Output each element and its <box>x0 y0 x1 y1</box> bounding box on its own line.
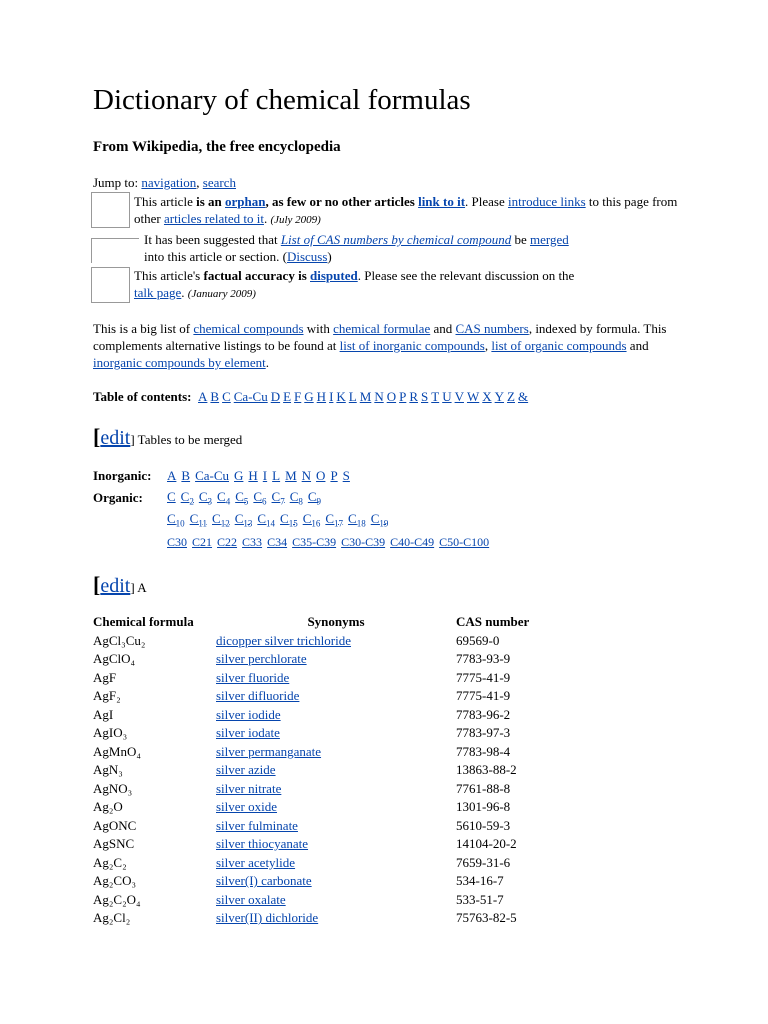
inorganic-by-element-link[interactable]: inorganic compounds by element <box>93 355 266 370</box>
organic-link-subscript: 12 <box>220 518 230 529</box>
organic-link-subscript: 19 <box>379 518 389 529</box>
jump-to-label: Jump to: <box>93 175 139 190</box>
table-row <box>93 724 576 743</box>
toc-link[interactable]: C <box>222 389 231 404</box>
table-header-row <box>93 613 576 632</box>
organic-link-base: C <box>348 511 357 527</box>
cas-cell: 7783-96-2 <box>456 706 511 722</box>
synonym-cell <box>216 835 456 854</box>
organic-link[interactable]: C35-C39 <box>292 535 337 549</box>
organic-link[interactable]: C50-C100 <box>439 535 490 549</box>
toc-link[interactable]: Y <box>494 389 505 404</box>
synonym-cell <box>216 761 456 780</box>
table-row <box>93 465 494 487</box>
cas-cell: 13863-88-2 <box>456 762 517 778</box>
formula-cell: Ag₂CO₃ <box>93 873 137 889</box>
organic-link-subscript: 7 <box>280 496 285 507</box>
introduce-links-link[interactable]: introduce links <box>508 194 586 209</box>
table-row <box>93 743 576 762</box>
organic-link[interactable] <box>189 511 208 529</box>
table-row <box>93 872 576 891</box>
formula-cell: Ag₂C₂O₄ <box>93 891 141 907</box>
table-row <box>93 798 576 817</box>
table-of-contents <box>93 389 531 405</box>
synonym-link[interactable]: silver fulminate <box>216 817 298 833</box>
toc-link[interactable]: F <box>294 389 302 404</box>
organic-link[interactable] <box>167 489 176 504</box>
inorganic-link[interactable]: A <box>167 468 177 483</box>
organic-link[interactable] <box>253 489 267 507</box>
organic-links-row <box>167 531 494 553</box>
notice-text: . Please see the relevant discussion on the <box>357 268 575 283</box>
inorganic-label: Inorganic: <box>93 468 152 483</box>
formula-cell: AgF <box>93 669 117 685</box>
formula-cell: Ag₂C₂ <box>93 854 127 870</box>
organic-link[interactable]: C22 <box>217 535 238 549</box>
table-row <box>93 835 576 854</box>
synonym-cell <box>216 891 456 910</box>
organic-label: Organic: <box>93 490 143 505</box>
orphan-notice-icon <box>91 192 130 228</box>
header-cas: CAS number <box>456 614 530 630</box>
inorganic-link[interactable]: G <box>234 468 244 483</box>
table-row <box>93 909 576 928</box>
synonym-link[interactable]: silver iodate <box>216 725 280 741</box>
cas-cell: 534-16-7 <box>456 873 504 889</box>
bracket-close: ] <box>130 432 135 447</box>
toc-link[interactable]: R <box>409 389 418 404</box>
orphan-link[interactable]: orphan <box>225 194 266 209</box>
inorganic-list-link[interactable]: list of inorganic compounds <box>339 338 485 353</box>
organic-link[interactable] <box>234 511 253 529</box>
toc-link[interactable]: V <box>454 389 464 404</box>
inorganic-link[interactable]: O <box>316 468 326 483</box>
synonym-cell <box>216 669 456 688</box>
notice-text: to this page from other <box>134 194 678 226</box>
table-row <box>93 706 576 725</box>
synonym-cell <box>216 743 456 762</box>
organic-link[interactable] <box>257 511 276 529</box>
synonym-cell <box>216 798 456 817</box>
synonym-link[interactable]: silver fluoride <box>216 669 290 685</box>
formula-cell: AgClO₄ <box>93 651 136 667</box>
organic-link-base: C <box>289 489 299 505</box>
formula-cell: AgNO₃ <box>93 780 133 796</box>
disputed-link[interactable]: disputed <box>310 268 358 283</box>
synonym-cell <box>216 872 456 891</box>
inorganic-link[interactable]: B <box>181 468 191 483</box>
cas-cell: 7775-41-9 <box>456 688 511 704</box>
formula-cell: AgMnO₄ <box>93 743 141 759</box>
notice-bold: , as few or no other articles <box>265 194 419 209</box>
organic-link[interactable] <box>325 511 344 529</box>
link-to-it-link[interactable]: link to it <box>418 194 466 209</box>
toc-link[interactable]: X <box>482 389 492 404</box>
organic-link-subscript: 8 <box>298 496 303 507</box>
organic-link[interactable] <box>217 489 231 507</box>
organic-link[interactable] <box>180 489 194 507</box>
inorganic-link[interactable]: P <box>330 468 338 483</box>
intro-text: with <box>303 321 334 336</box>
header-formula: Chemical formula <box>93 614 194 630</box>
cas-cell: 1301-96-8 <box>456 799 511 815</box>
notice-date: (January 2009) <box>187 288 256 300</box>
merged-link[interactable]: merged <box>529 232 569 247</box>
toc-link[interactable]: B <box>210 389 220 404</box>
toc-link[interactable]: & <box>517 389 529 404</box>
intro-text: and <box>626 338 649 353</box>
organic-link-subscript: 15 <box>288 518 298 529</box>
toc-link[interactable]: Z <box>507 389 515 404</box>
organic-link[interactable] <box>370 511 389 529</box>
organic-link-subscript: 10 <box>175 518 185 529</box>
organic-link[interactable]: C40-C49 <box>390 535 435 549</box>
table-row <box>93 487 494 509</box>
cas-cell: 533-51-7 <box>456 891 504 907</box>
organic-link-base: C <box>253 489 263 505</box>
table-row <box>93 780 576 799</box>
synonym-link[interactable]: silver difluoride <box>216 688 300 704</box>
intro-text: and <box>430 321 456 336</box>
table-row <box>93 761 576 780</box>
synonym-cell <box>216 909 456 928</box>
inorganic-link[interactable]: L <box>272 468 281 483</box>
chemical-formula-table <box>93 613 576 928</box>
merge-notice <box>144 231 684 265</box>
organic-link[interactable] <box>280 511 298 529</box>
section-title: Tables to be merged <box>134 432 243 447</box>
toc-link[interactable]: K <box>336 389 346 404</box>
organic-link-subscript: 14 <box>266 518 276 529</box>
toc-link[interactable]: T <box>431 389 440 404</box>
toc-links <box>198 389 531 404</box>
organic-link[interactable] <box>212 511 230 529</box>
synonym-cell <box>216 650 456 669</box>
navigation-link[interactable]: navigation <box>141 175 197 190</box>
formula-cell: AgONC <box>93 817 137 833</box>
toc-link[interactable]: G <box>304 389 314 404</box>
organic-link-base: C <box>167 511 176 527</box>
notice-text: This article's <box>134 268 204 283</box>
formula-cell: AgIO₃ <box>93 725 128 741</box>
jump-to <box>93 175 236 191</box>
organic-link[interactable] <box>198 489 213 507</box>
toc-link[interactable]: A <box>198 389 208 404</box>
articles-related-link[interactable]: articles related to it <box>163 211 264 226</box>
organic-link-base: C <box>189 511 199 527</box>
cas-cell: 7783-97-3 <box>456 725 511 741</box>
edit-link[interactable]: edit <box>100 575 131 597</box>
notice-text: be <box>511 232 530 247</box>
organic-link-base: C <box>307 489 317 505</box>
synonym-cell <box>216 780 456 799</box>
organic-link-subscript: 2 <box>189 496 194 507</box>
toc-link[interactable]: I <box>329 389 334 404</box>
bracket-close: ] <box>130 580 135 595</box>
cas-cell: 7659-31-6 <box>456 854 511 870</box>
table-row <box>93 632 576 651</box>
jump-separator: , <box>196 175 200 190</box>
table-row <box>93 650 576 669</box>
table-row <box>93 669 576 688</box>
toc-link[interactable]: M <box>359 389 372 404</box>
organic-link-subscript: 13 <box>243 518 253 529</box>
accuracy-notice-icon <box>91 267 130 303</box>
organic-link-subscript: 9 <box>316 496 322 507</box>
organic-link-subscript: 5 <box>243 496 249 507</box>
cas-numbers-link[interactable]: CAS numbers <box>455 321 529 336</box>
formula-cell: Ag₂O <box>93 799 123 815</box>
accuracy-notice <box>134 267 684 303</box>
organic-link-subscript: 17 <box>334 518 344 529</box>
organic-link-base: C <box>271 489 281 505</box>
orphan-notice <box>134 193 679 229</box>
section-title: A <box>134 580 147 595</box>
organic-link-base: C <box>280 511 289 527</box>
merge-notice-icon <box>91 238 139 263</box>
table-body <box>93 632 576 928</box>
table-row <box>93 854 576 873</box>
notice-text: . <box>263 211 271 226</box>
toc-link[interactable]: N <box>374 389 384 404</box>
synonym-link[interactable]: silver(II) dichloride <box>216 910 319 926</box>
organic-link-subscript: 16 <box>311 518 321 529</box>
synonym-link[interactable]: silver permanganate <box>216 743 322 759</box>
talk-page-link[interactable]: talk page <box>134 285 182 300</box>
organic-link-base: C <box>234 511 244 527</box>
chemical-formulae-link[interactable]: chemical formulae <box>333 321 431 336</box>
organic-link-base: C <box>370 511 380 527</box>
organic-link[interactable] <box>235 489 249 507</box>
discuss-link[interactable]: Discuss <box>286 249 328 264</box>
organic-link-subscript: 4 <box>225 496 231 507</box>
organic-links-row <box>167 509 494 531</box>
organic-link-base: C <box>167 489 176 505</box>
formula-cell: AgSNC <box>93 836 135 852</box>
organic-link-subscript: 11 <box>198 518 208 529</box>
section-heading <box>93 424 242 450</box>
organic-link-base: C <box>217 489 226 505</box>
bracket-open: [ <box>93 424 101 449</box>
notice-text: It has been suggested that <box>144 232 281 247</box>
organic-link-base: C <box>325 511 335 527</box>
table-row <box>93 687 576 706</box>
cas-cell: 75763-82-5 <box>456 910 517 926</box>
table-row <box>93 891 576 910</box>
synonym-link[interactable]: silver acetylide <box>216 854 296 870</box>
organic-link-base: C <box>302 511 312 527</box>
synonym-link[interactable]: silver nitrate <box>216 780 282 796</box>
notice-text: . Please <box>465 194 509 209</box>
toc-label: Table of contents: <box>93 389 192 404</box>
organic-link-subscript: 6 <box>262 496 267 507</box>
organic-link-base: C <box>180 489 190 505</box>
notice-text: This article <box>134 194 197 209</box>
synonym-cell <box>216 854 456 873</box>
intro-text: , indexed by formula. This complements alternative listings to be found at <box>93 321 667 353</box>
cas-cell: 69569-0 <box>456 632 500 648</box>
merge-index-table <box>93 465 494 553</box>
toc-link[interactable]: W <box>466 389 480 404</box>
organic-link[interactable] <box>348 511 366 529</box>
organic-link-base: C <box>212 511 221 527</box>
intro-text: This is a big list of <box>93 321 194 336</box>
organic-link-base: C <box>235 489 244 505</box>
synonym-link[interactable]: silver(I) carbonate <box>216 873 312 889</box>
cas-cell: 7783-98-4 <box>456 743 511 759</box>
section-heading <box>93 572 147 598</box>
intro-text: , <box>484 338 492 353</box>
bracket-open: [ <box>93 572 101 597</box>
toc-link[interactable]: U <box>442 389 452 404</box>
toc-link[interactable]: S <box>421 389 429 404</box>
intro-paragraph <box>93 320 678 371</box>
chemical-compounds-link[interactable]: chemical compounds <box>193 321 304 336</box>
synonym-link[interactable]: silver azide <box>216 762 276 778</box>
organic-link[interactable]: C30-C39 <box>341 535 386 549</box>
organic-link[interactable] <box>289 489 303 507</box>
synonym-cell <box>216 817 456 836</box>
synonym-cell <box>216 706 456 725</box>
synonym-link[interactable]: dicopper silver trichloride <box>216 632 352 648</box>
organic-link[interactable] <box>271 489 285 507</box>
inorganic-link[interactable]: H <box>248 468 258 483</box>
table-row <box>93 531 494 553</box>
table-row <box>93 817 576 836</box>
cas-cell: 14104-20-2 <box>456 836 517 852</box>
table-row <box>93 509 494 531</box>
organic-link[interactable]: C33 <box>242 535 263 549</box>
notice-text: ) <box>327 249 332 264</box>
inorganic-link[interactable]: I <box>262 468 268 483</box>
synonym-link[interactable]: silver perchlorate <box>216 651 307 667</box>
inorganic-link[interactable]: M <box>285 468 297 483</box>
cas-cell: 7775-41-9 <box>456 669 511 685</box>
inorganic-link[interactable]: N <box>301 468 312 483</box>
toc-link[interactable]: E <box>283 389 292 404</box>
header-synonyms: Synonyms <box>307 614 365 630</box>
organic-link-base: C <box>198 489 208 505</box>
inorganic-links <box>167 465 494 487</box>
site-subtitle: From Wikipedia, the free encyclopedia <box>93 139 341 155</box>
inorganic-link[interactable]: Ca-Cu <box>195 468 230 483</box>
synonym-link[interactable]: silver thiocyanate <box>216 836 309 852</box>
formula-cell: AgCl₃Cu₂ <box>93 632 146 648</box>
formula-cell: AgF₂ <box>93 688 121 704</box>
toc-link[interactable]: H <box>316 389 327 404</box>
organic-link-subscript: 3 <box>207 496 213 507</box>
formula-cell: AgI <box>93 706 114 722</box>
toc-link[interactable]: Ca-Cu <box>233 389 268 404</box>
organic-link[interactable] <box>167 511 185 529</box>
synonym-link[interactable]: silver iodide <box>216 706 281 722</box>
inorganic-link[interactable]: S <box>342 468 350 483</box>
cas-cell: 7783-93-9 <box>456 651 511 667</box>
organic-link-subscript: 18 <box>356 518 366 529</box>
search-link[interactable]: search <box>202 175 236 190</box>
synonym-cell <box>216 687 456 706</box>
toc-link[interactable]: D <box>270 389 281 404</box>
organic-link[interactable] <box>302 511 321 529</box>
synonym-cell <box>216 724 456 743</box>
organic-list-link[interactable]: list of organic compounds <box>491 338 627 353</box>
organic-link-base: C <box>257 511 267 527</box>
formula-cell: Ag₂Cl₂ <box>93 910 131 926</box>
organic-link[interactable] <box>307 489 322 507</box>
notice-bold: is an <box>196 194 225 209</box>
synonym-cell <box>216 632 456 651</box>
toc-link[interactable]: L <box>348 389 357 404</box>
organic-link[interactable]: C30 <box>167 535 188 549</box>
cas-list-link[interactable]: List of CAS numbers by chemical compound <box>280 232 512 247</box>
synonym-link[interactable]: silver oxalate <box>216 891 286 907</box>
toc-link[interactable]: P <box>399 389 407 404</box>
edit-link[interactable]: edit <box>100 427 131 449</box>
organic-link[interactable]: C34 <box>267 535 288 549</box>
organic-link[interactable]: C21 <box>192 535 213 549</box>
intro-text: . <box>265 355 269 370</box>
synonym-link[interactable]: silver oxide <box>216 799 278 815</box>
organic-links-row <box>167 487 494 509</box>
notice-text: . <box>181 285 188 300</box>
toc-link[interactable]: O <box>386 389 397 404</box>
notice-text: into this article or section. ( <box>144 249 287 264</box>
notice-date: (July 2009) <box>270 214 321 226</box>
cas-cell: 5610-59-3 <box>456 817 511 833</box>
notice-bold: factual accuracy is <box>203 268 311 283</box>
formula-cell: AgN₃ <box>93 762 123 778</box>
cas-cell: 7761-88-8 <box>456 780 511 796</box>
page-title: Dictionary of chemical formulas <box>93 84 471 116</box>
